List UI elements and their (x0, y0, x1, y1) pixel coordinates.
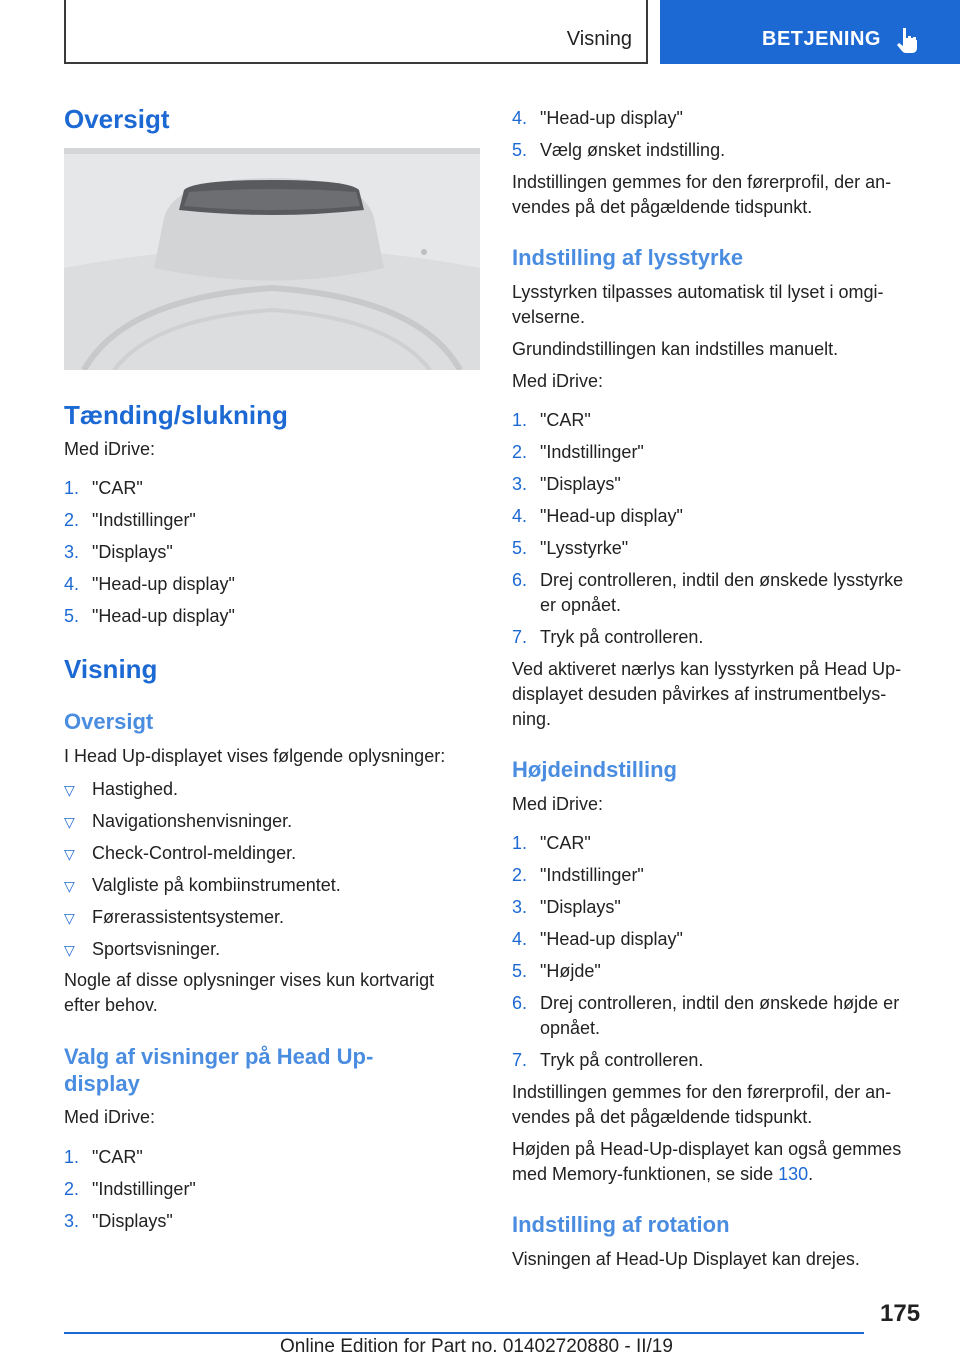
save-text-line: Indstillingen gemmes for den førerprofil, der an- (512, 172, 892, 192)
header-tab-visning (64, 0, 648, 64)
header-chapter-label: BETJENING (762, 28, 881, 50)
save-text-line: Indstillingen gemmes for den førerprofil, der an- (512, 1082, 892, 1102)
aktiv-text-line: Ved aktiveret nærlys kan lysstyrken på Head Up- (512, 659, 902, 679)
footer-divider (64, 1332, 864, 1334)
med-idrive-label: Med iDrive: (512, 371, 604, 391)
triangle-bullet-icon: ▽ (64, 814, 75, 830)
triangle-bullet-icon: ▽ (64, 878, 75, 894)
heading-indstilling-rotation: Indstilling af rotation (512, 1212, 730, 1237)
lysstyrke-text-line: velserne. (512, 307, 586, 327)
aktiv-text-line: displayet desuden påvirkes af instrumentbelys- (512, 684, 887, 704)
heading-visning: Visning (64, 654, 158, 684)
lysstyrke-text-line: Lysstyrken tilpasses automatisk til lyset i omgi- (512, 282, 884, 302)
heading-valg-af-visninger-cont: display (64, 1071, 140, 1096)
note-text-line: Nogle af disse oplysninger vises kun kortvarigt (64, 970, 435, 990)
heading-hojdeindstilling: Højdeindstilling (512, 757, 677, 782)
memory-text-line: Højden på Head-Up-displayet kan også gemmes (512, 1139, 902, 1159)
heading-indstilling-lysstyrke: Indstilling af lysstyrke (512, 245, 744, 270)
aktiv-text-line: ning. (512, 709, 552, 729)
header-section-label: Visning (566, 28, 632, 50)
header-tab-betjening (660, 0, 960, 64)
triangle-bullet-icon: ▽ (64, 942, 75, 958)
heading-oversigt-sub: Oversigt (64, 709, 154, 734)
rotation-text: Visningen af Head-Up Displayet kan drejes. (512, 1249, 860, 1269)
grund-text: Grundindstillingen kan indstilles manuelt. (512, 339, 839, 359)
page-reference-link[interactable]: 130 (778, 1164, 809, 1184)
heading-taending-slukning: Tænding/slukning (64, 400, 288, 430)
med-idrive-label: Med iDrive: (64, 439, 156, 459)
pointing-hand-icon (896, 26, 920, 54)
heading-valg-af-visninger: Valg af visninger på Head Up- (64, 1044, 374, 1069)
med-idrive-label: Med iDrive: (64, 1107, 156, 1127)
note-text-line: efter behov. (64, 995, 158, 1015)
footer-edition-text: Online Edition for Part no. 01402720880 - II/19 (280, 1336, 673, 1357)
med-idrive-label: Med iDrive: (512, 794, 604, 814)
intro-text: I Head Up-displayet vises følgende oplysninger: (64, 746, 446, 766)
triangle-bullet-icon: ▽ (64, 782, 75, 798)
head-up-display-image (64, 148, 480, 370)
heading-oversigt: Oversigt (64, 104, 170, 134)
triangle-bullet-icon: ▽ (64, 910, 75, 926)
page-number: 175 (880, 1300, 921, 1327)
memory-text-line: med Memory-funktionen, se side 130. (512, 1164, 814, 1184)
triangle-bullet-icon: ▽ (64, 846, 75, 862)
save-text-line: vendes på det pågældende tidspunkt. (512, 197, 813, 217)
save-text-line: vendes på det pågældende tidspunkt. (512, 1107, 813, 1127)
